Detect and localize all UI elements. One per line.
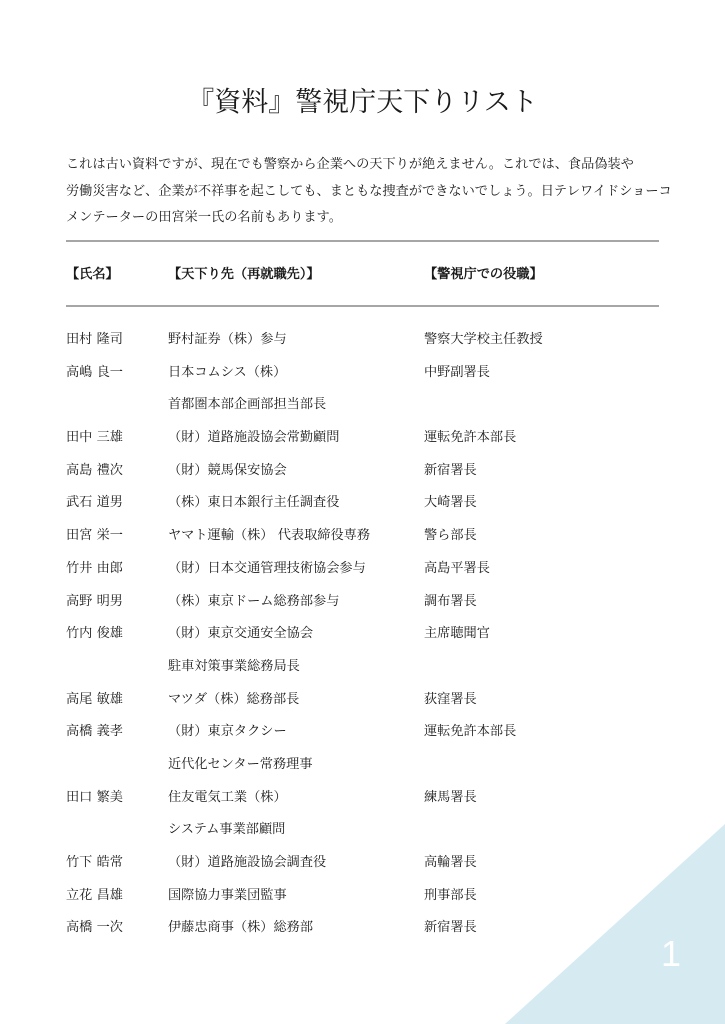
intro-paragraph [66, 152, 672, 232]
cell-destination: （株）東日本銀行主任調査役 [168, 495, 340, 511]
cell-role: 刑事部長 [424, 887, 477, 903]
cell-name: 高島 禮次 [66, 462, 123, 478]
cell-destination: ヤマト運輸（株） 代表取締役専務 [168, 528, 371, 544]
table-row [0, 458, 725, 491]
cell-name: 田中 三雄 [66, 430, 123, 446]
header-bottom-rule [66, 305, 659, 307]
cell-role: 運転免許本部長 [424, 430, 517, 446]
table-row [0, 425, 725, 458]
cell-destination: （財）道路施設協会調査役 [168, 855, 327, 870]
cell-destination: 伊藤忠商事（株）総務部 [168, 920, 314, 936]
cell-name: 田村 隆司 [66, 332, 123, 347]
table-row [0, 654, 725, 687]
cell-role: 高島平署長 [424, 560, 490, 576]
cell-role: 練馬署長 [424, 789, 477, 805]
cell-destination: システム事業部顧問 [168, 822, 286, 838]
column-header-role: 【警視庁での役職】 [424, 267, 543, 282]
column-header-destination: 【天下り先（再就職先）】 [168, 267, 320, 282]
cell-name: 立花 昌雄 [66, 887, 123, 903]
table-row [0, 556, 725, 589]
table-row [0, 621, 725, 654]
cell-role: 警察大学校主任教授 [424, 332, 543, 347]
cell-name: 田宮 栄一 [66, 528, 123, 544]
cell-name: 高嶋 良一 [66, 364, 123, 380]
cell-name: 高橋 義孝 [66, 724, 123, 740]
cell-name: 武石 道男 [66, 495, 123, 511]
table-row [0, 490, 725, 523]
cell-destination: 日本コムシス（株） [168, 364, 287, 380]
cell-name: 高野 明男 [66, 593, 123, 609]
cell-role: 高輪署長 [424, 855, 477, 870]
cell-name: 竹下 皓常 [66, 855, 123, 870]
cell-destination: （財）日本交通管理技術協会参与 [168, 560, 366, 576]
corner-triangle [505, 824, 725, 1024]
cell-destination: 国際協力事業団監事 [168, 887, 287, 903]
cell-destination: 駐車対策事業総務局長 [168, 658, 300, 674]
cell-role: 新宿署長 [424, 462, 477, 478]
intro-line: メンテーターの田宮栄一氏の名前もあります。 [66, 210, 342, 225]
cell-role: 中野副署長 [424, 364, 490, 380]
table-row [0, 360, 725, 393]
table-row [0, 523, 725, 556]
cell-destination: 住友電気工業（株） [168, 789, 287, 805]
cell-role: 警ら部長 [424, 528, 477, 544]
table-row [0, 719, 725, 752]
corner-decoration [505, 824, 725, 1024]
cell-name: 竹内 俊雄 [66, 626, 123, 642]
table-row [0, 589, 725, 622]
intro-line: これは古い資料ですが、現在でも警察から企業への天下りが絶えません。これでは、食品偽装や [66, 157, 634, 172]
table-row [0, 752, 725, 785]
cell-destination: 近代化センター常務理事 [168, 756, 313, 772]
cell-role: 主席聴聞官 [424, 626, 490, 642]
intro-line: 労働災害など、企業が不祥事を起こしても、まともな捜査ができないでしょう。日テレワイドショーコ [66, 183, 672, 199]
table-row [0, 785, 725, 818]
cell-role: 新宿署長 [424, 920, 477, 936]
table-row [0, 687, 725, 720]
cell-role: 運転免許本部長 [424, 724, 517, 740]
table-row [0, 327, 725, 360]
cell-role: 調布署長 [424, 593, 477, 609]
page-number: 1 [661, 933, 682, 974]
column-header-name: 【氏名】 [66, 267, 119, 282]
cell-name: 高尾 敏雄 [66, 691, 123, 707]
cell-role: 大崎署長 [424, 495, 477, 511]
cell-destination: （財）競馬保安協会 [168, 462, 287, 478]
cell-destination: （財）道路施設協会常勤顧問 [168, 430, 340, 446]
document-title: 『資料』警視庁天下りリスト [187, 87, 538, 118]
cell-destination: 首都圏本部企画部担当部長 [168, 397, 327, 413]
cell-role: 荻窪署長 [424, 691, 477, 707]
cell-name: 田口 繁美 [66, 789, 123, 805]
cell-destination: （財）東京交通安全協会 [168, 626, 314, 642]
cell-name: 竹井 由郎 [66, 560, 123, 576]
table-row [0, 392, 725, 425]
cell-destination: 野村証券（株）参与 [168, 332, 287, 347]
cell-destination: （株）東京ドーム総務部参与 [168, 593, 340, 609]
cell-destination: マツダ（株）総務部長 [168, 691, 300, 707]
cell-destination: （財）東京タクシー [168, 724, 287, 740]
header-top-rule [66, 240, 659, 242]
cell-name: 高橋 一次 [66, 920, 123, 936]
